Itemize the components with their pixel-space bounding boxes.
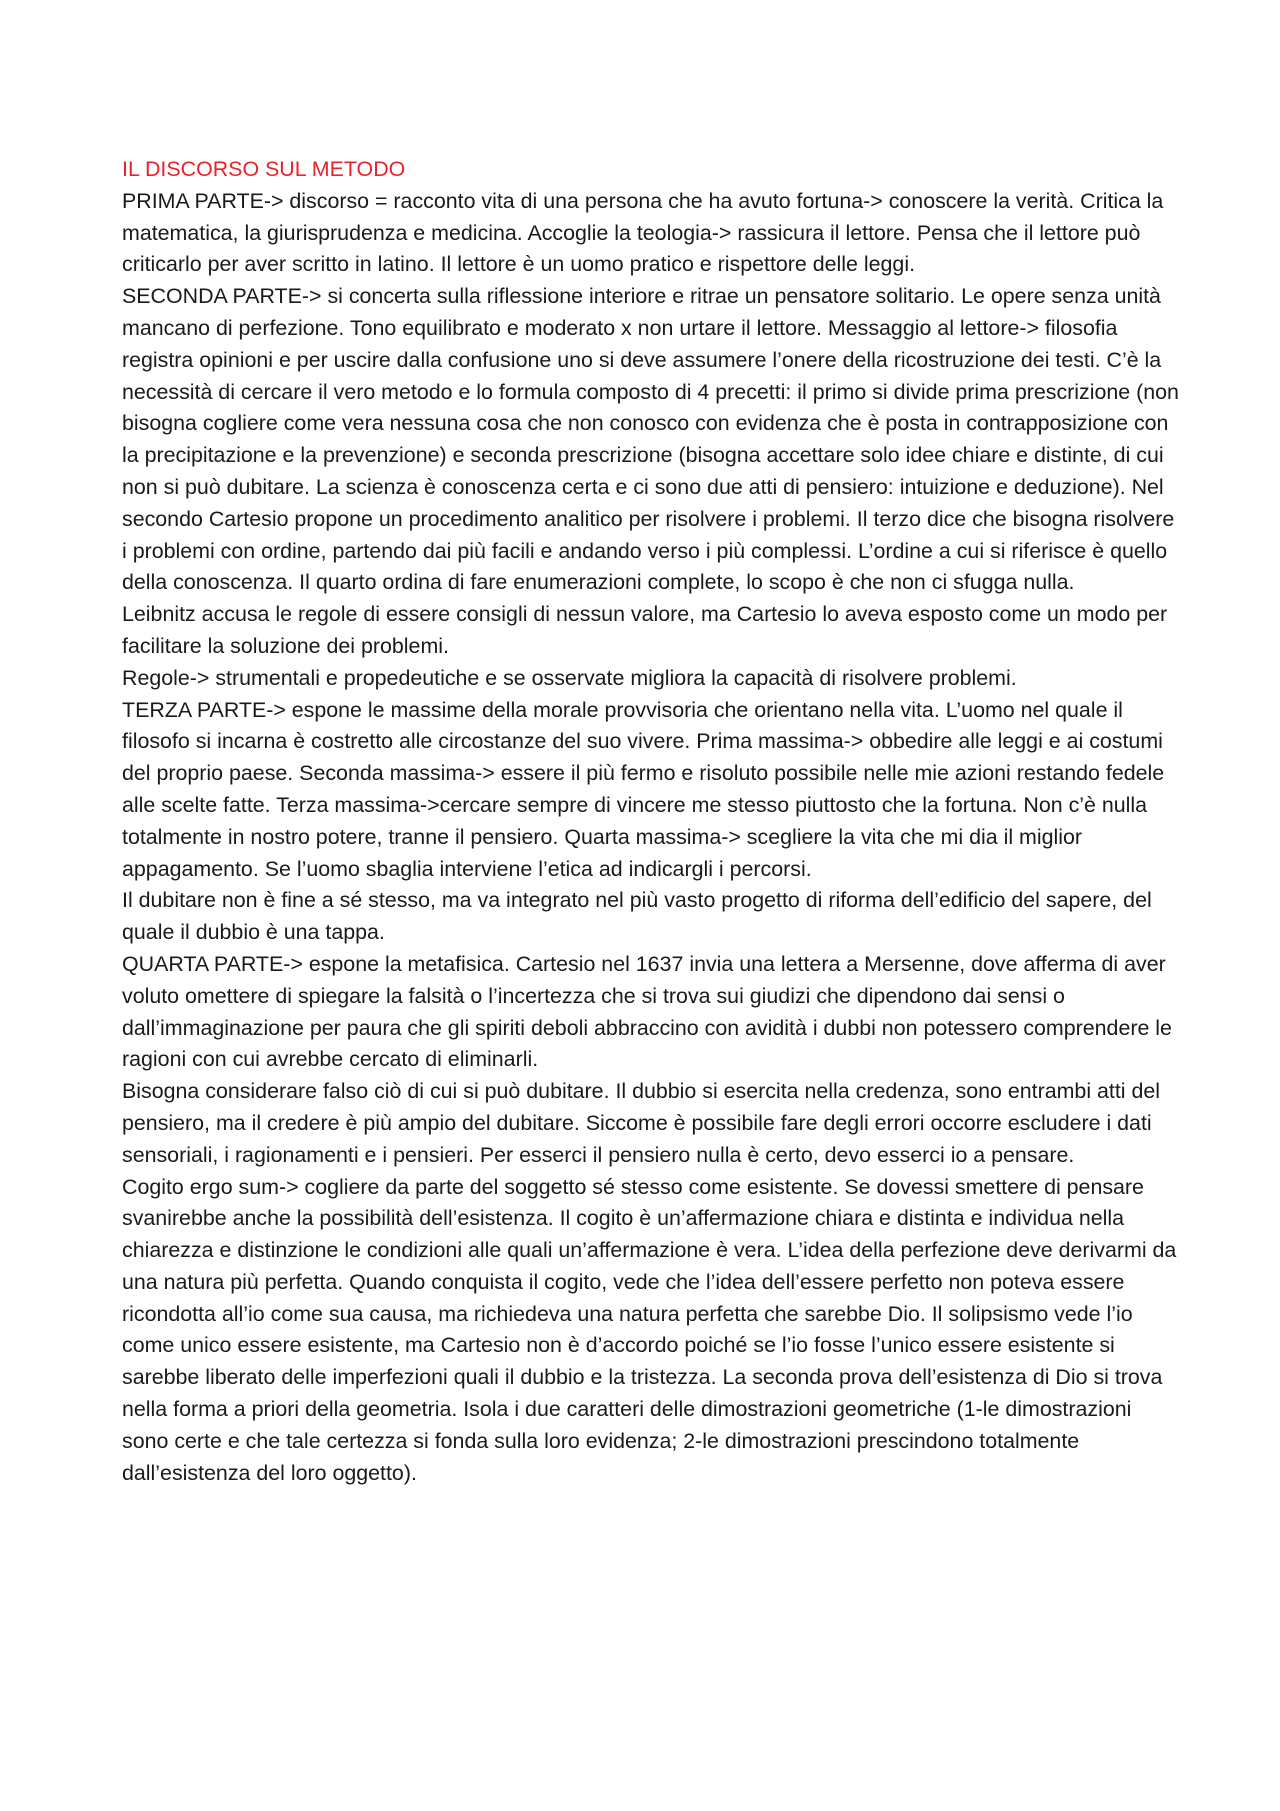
document-page (122, 154, 1182, 1489)
paragraph-quarta-parte: QUARTA PARTE-> espone la metafisica. Cartesio nel 1637 invia una lettera a Mersenne, dove afferma di aver voluto omettere di spiegare la falsità o l’incertezza che si trova sui giudizi che dipendono dai sensi o dall’immaginazione per paura che gli spiriti deboli abbraccino con avidità i dubbi non potessero comprendere le ragioni con cui avrebbe cercato di eliminarli. (122, 951, 1172, 1072)
paragraph-prima-parte: PRIMA PARTE-> discorso = racconto vita di una persona che ha avuto fortuna-> conoscere la verità. Critica la matematica, la giurisprudenza e medicina. Accoglie la teologia-> rassicura il lettore. Pensa che il lettore può criticarlo per aver scritto in latino. Il lettore è un uomo pratico e rispettore delle leggi. (122, 188, 1164, 277)
paragraph-considerare-falso: Bisogna considerare falso ciò di cui si può dubitare. Il dubbio si esercita nella credenza, sono entrambi atti del pensiero, ma il credere è più ampio del dubitare. Siccome è possibile fare degli errori occorre escludere i dati sensoriali, i ragionamenti e i pensieri. Per esserci il pensiero nulla è certo, devo esserci io a pensare. (122, 1079, 1161, 1167)
paragraph-cogito: Cogito ergo sum-> cogliere da parte del soggetto sé stesso come esistente. Se dovessi smettere di pensare svanirebbe anche la possibilità dell’esistenza. Il cogito è un’affermazione chiara e distinta e individua nella chiarezza e distinzione le condizioni alle quali un’affermazione è vera. L’idea della perfezione deve derivarmi da una natura più perfetta. Quando conquista il cogito, vede che l’idea dell’essere perfetto non poteva essere ricondotta all’io come sua causa, ma richiedeva una natura perfetta che sarebbe Dio. Il solipsismo vede l’io come unico essere esistente, ma Cartesio non è d’accordo poiché se l’io fosse l’unico essere esistente si sarebbe liberato delle imperfezioni quali il dubbio e la tristezza. La seconda prova dell’esistenza di Dio si trova nella forma a priori della geometria. Isola i due caratteri delle dimostrazioni geometriche (1-le dimostrazioni sono certe e che tale certezza si fonda sulla loro evidenza; 2-le dimostrazioni prescindono totalmente dall’esistenza del loro oggetto). (122, 1174, 1177, 1485)
paragraph-regole: Regole-> strumentali e propedeutiche e se osservate migliora la capacità di risolvere problemi. (122, 665, 1017, 690)
document-title: IL DISCORSO SUL METODO (122, 157, 406, 181)
paragraph-seconda-parte: SECONDA PARTE-> si concerta sulla riflessione interiore e ritrae un pensatore solitario. Le opere senza unità mancano di perfezione. Tono equilibrato e moderato x non urtare il lettore. Messaggio al lettore-> filosofia registra opinioni e per uscire dalla confusione uno si deve assumere l’onere della ricostruzione dei testi. C’è la necessità di cercare il vero metodo e lo formula composto di 4 precetti: il primo si divide prima prescrizione (non bisogna cogliere come vera nessuna cosa che non conosco con evidenza che è posta in contrapposizione con la precipitazione e la prevenzione) e seconda prescrizione (bisogna accettare solo idee chiare e distinte, di cui non si può dubitare. La scienza è conoscenza certa e ci sono due atti di pensiero: intuizione e deduzione). Nel secondo Cartesio propone un procedimento analitico per risolvere i problemi. Il terzo dice che bisogna risolvere i problemi con ordine, partendo dai più facili e andando verso i più complessi. L’ordine a cui si riferisce è quello della conoscenza. Il quarto ordina di fare enumerazioni complete, lo scopo è che non ci sfugga nulla. (122, 284, 1179, 595)
paragraph-dubitare: Il dubitare non è fine a sé stesso, ma va integrato nel più vasto progetto di riforma dell’edificio del sapere, del quale il dubbio è una tappa. (122, 888, 1152, 945)
paragraph-terza-parte: TERZA PARTE-> espone le massime della morale provvisoria che orientano nella vita. L’uomo nel quale il filosofo si incarna è costretto alle circostanze del suo vivere. Prima massima-> obbedire alle leggi e ai costumi del proprio paese. Seconda massima-> essere il più fermo e risoluto possibile nelle mie azioni restando fedele alle scelte fatte. Terza massima->cercare sempre di vincere me stesso piuttosto che la fortuna. Non c’è nulla totalmente in nostro potere, tranne il pensiero. Quarta massima-> scegliere la vita che mi dia il miglior appagamento. Se l’uomo sbaglia interviene l’etica ad indicargli i percorsi. (122, 697, 1165, 881)
paragraph-leibnitz: Leibnitz accusa le regole di essere consigli di nessun valore, ma Cartesio lo aveva esposto come un modo per facilitare la soluzione dei problemi. (122, 602, 1168, 658)
